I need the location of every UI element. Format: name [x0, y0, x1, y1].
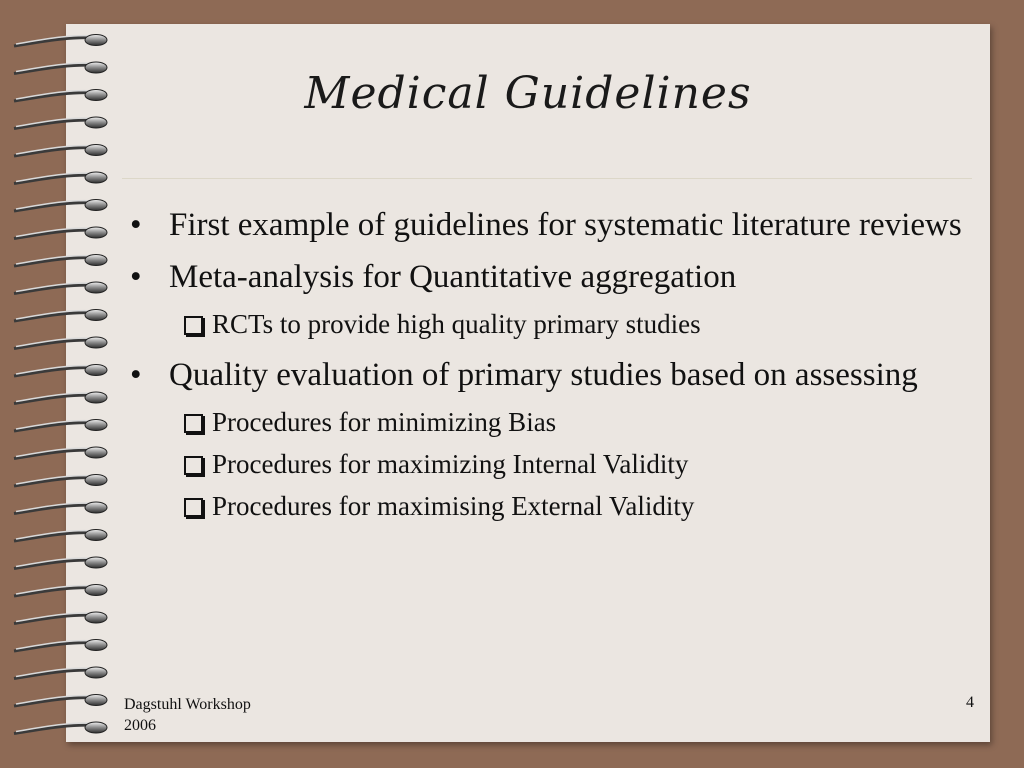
spiral-ring: [85, 557, 107, 568]
spiral-ring: [85, 337, 107, 348]
spiral-ring: [85, 172, 107, 183]
spiral-ring: [85, 255, 107, 266]
sub-bullet-text: Procedures for minimizing Bias: [212, 407, 557, 437]
spiral-ring: [85, 612, 107, 623]
sub-bullet-group: [128, 306, 978, 342]
bullet-dot-icon: •: [130, 207, 142, 243]
spiral-ring: [85, 502, 107, 513]
spiral-ring: [85, 282, 107, 293]
spiral-ring: [85, 310, 107, 321]
sub-bullet-text: RCTs to provide high quality primary studies: [212, 309, 701, 339]
square-checkbox-icon: [184, 456, 203, 475]
title-divider: [122, 178, 972, 179]
spiral-ring: [85, 640, 107, 651]
square-checkbox-icon: [184, 316, 203, 335]
footer-workshop: [124, 694, 324, 736]
sub-bullet-item: [128, 306, 978, 342]
slide-body: [128, 204, 978, 536]
bullet-item: [128, 204, 978, 247]
square-checkbox-icon: [184, 414, 203, 433]
sub-bullet-text: Procedures for maximising External Validity: [212, 491, 695, 521]
bullet-dot-icon: •: [130, 357, 142, 393]
spiral-ring: [85, 200, 107, 211]
bullet-text: Meta-analysis for Quantitative aggregation: [169, 259, 737, 295]
bullet-item: [128, 354, 978, 397]
sub-bullet-item: [128, 404, 978, 440]
page-number: 4: [966, 694, 974, 711]
bullet-dot-icon: •: [130, 259, 142, 295]
sub-bullet-group: [128, 404, 978, 524]
spiral-ring: [85, 475, 107, 486]
square-checkbox-icon: [184, 498, 203, 517]
spiral-ring: [85, 35, 107, 46]
sub-bullet-item: [128, 446, 978, 482]
bullet-text: Quality evaluation of primary studies based on assessing: [169, 357, 918, 393]
footer-line: Dagstuhl Workshop: [124, 696, 251, 713]
slide-title: Medical Guidelines: [304, 68, 752, 119]
spiral-ring: [85, 722, 107, 733]
spiral-ring: [85, 695, 107, 706]
footer-line: 2006: [124, 717, 156, 734]
spiral-ring: [85, 447, 107, 458]
spiral-ring: [85, 227, 107, 238]
bullet-text: First example of guidelines for systematic literature reviews: [169, 207, 962, 243]
spiral-ring: [85, 667, 107, 678]
spiral-ring: [85, 392, 107, 403]
spiral-ring: [85, 365, 107, 376]
spiral-ring: [85, 585, 107, 596]
sub-bullet-item: [128, 488, 978, 524]
spiral-ring: [85, 145, 107, 156]
bullet-item: [128, 256, 978, 299]
spiral-ring: [85, 420, 107, 431]
sub-bullet-text: Procedures for maximizing Internal Validity: [212, 449, 689, 479]
spiral-ring: [85, 530, 107, 541]
